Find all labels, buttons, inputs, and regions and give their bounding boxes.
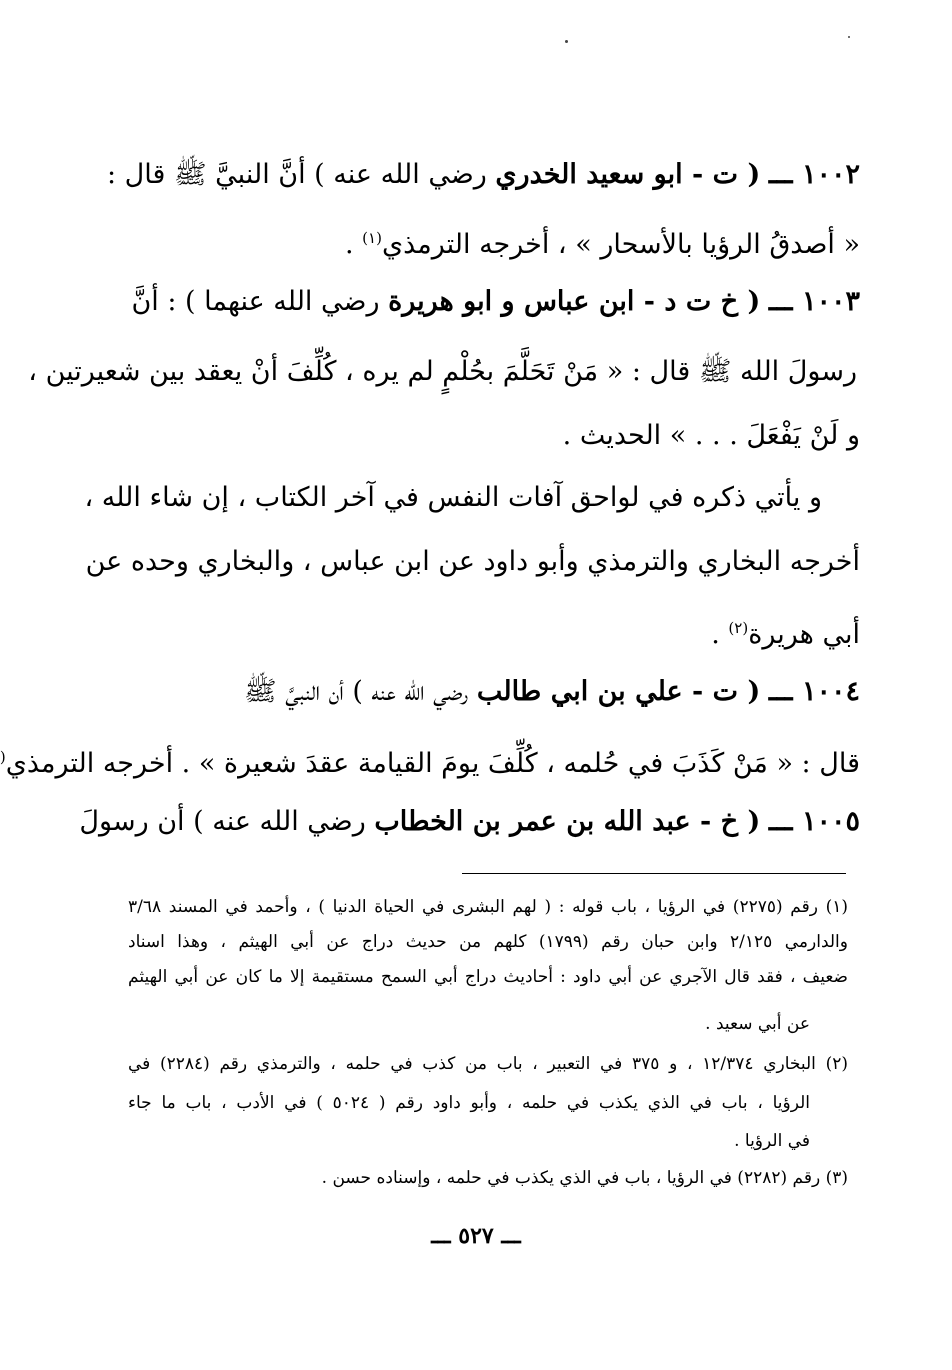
hadith-narrator: ( ت - ابو سعيد الخدري [495, 159, 761, 190]
hadith-1002-text [128, 218, 860, 265]
hadith-text: قال : « مَنْ كَذَبَ في حُلمه ، كُلِّفَ يومَ القيامة عقدَ شعيرة » . أخرجه الترمذي [5, 748, 860, 779]
hadith-1002-heading [106, 155, 860, 195]
footnote-1-line: ضعيف ، فقد قال الآجري عن أبي داود : أحاديث دراج أبي السمح مستقيمة إلا ما كان عن أبي الهيثم [128, 967, 848, 987]
page-number: ـــ ٥٢٧ ـــ [431, 1223, 521, 1249]
footnote-ref: (٢) [728, 619, 749, 637]
sentence-end: . [345, 229, 363, 260]
footnote-1-line: عن أبي سعيد . [705, 1014, 810, 1034]
hadith-text: رضي الله عنه ) أن رسولَ [79, 806, 366, 837]
hadith-1003-text: رسولَ الله ﷺ قال : « مَنْ تَحَلَّمَ بحُلْمٍ لم يره ، كُلِّفَ أنْ يعقد بين شعيرتين ، [28, 356, 857, 387]
hadith-1005-heading [79, 802, 860, 842]
hadith-1003-heading [128, 282, 860, 322]
hadith-number: ١٠٠٤ ـــ [768, 676, 860, 707]
commentary-text: أبي هريرة [748, 619, 860, 650]
footnote-2-line: (٢) البخاري ١٢/٣٧٤ ، و ٣٧٥ في التعبير ، باب من كذب في حلمه ، والترمذي رقم (٢٢٨٤) في [128, 1054, 848, 1074]
hadith-number: ١٠٠٢ ـــ [768, 159, 860, 190]
footnote-1-line: (١) رقم (٢٢٧٥) في الرؤيا ، باب قوله : ( لهم البشرى في الحياة الدنيا ) ، وأحمد في المسند ٣/٦٨ [128, 897, 848, 917]
sentence-end: . [711, 619, 729, 650]
scan-speck [848, 36, 850, 38]
scan-speck [565, 40, 568, 43]
commentary-line [128, 608, 860, 655]
footnote-ref: ( [0, 748, 6, 766]
hadith-1004-text [0, 737, 860, 784]
hadith-number: ١٠٠٣ ـــ [768, 286, 860, 317]
hadith-text: رضي الله عنه ) أن النبيَّ ﷺ [244, 676, 469, 707]
footnote-2-line: في الرؤيا . [734, 1131, 810, 1151]
footnote-2-line: الرؤيا ، باب في الذي يكذب في حلمه ، وأبو داود رقم ( ٥٠٢٤ ) في الأدب ، باب ما جاء [128, 1093, 810, 1113]
hadith-narrator: ( ت - علي بن ابي طالب [476, 676, 761, 707]
commentary-line: أخرجه البخاري والترمذي وأبو داود عن ابن عباس ، والبخاري وحده عن [85, 546, 860, 577]
footnote-ref: (١) [362, 229, 382, 247]
hadith-text: رضي الله عنهما ) : أنَّ [131, 286, 380, 317]
footnote-1-line: والدارمي ٢/١٢٥ وابن حبان رقم (١٧٩٩) كلهم من حديث دراج عن أبي الهيثم ، وهذا اسناد [128, 932, 848, 952]
footnote-divider [462, 873, 846, 874]
footnote-3-line: (٣) رقم (٢٢٨٢) في الرؤيا ، باب في الذي يكذب في حلمه ، وإسناده حسن . [321, 1168, 848, 1188]
hadith-1004-heading [128, 672, 860, 712]
commentary-line: و يأتي ذكره في لواحق آفات النفس في آخر الكتاب ، إن شاء الله ، [84, 482, 822, 513]
hadith-number: ١٠٠٥ ـــ [768, 806, 860, 837]
hadith-narrator: ( خ ت د - ابن عباس و ابو هريرة [388, 286, 761, 317]
hadith-text: رضي الله عنه ) أنَّ النبيَّ ﷺ قال : [106, 159, 487, 190]
hadith-text: « أصدقُ الرؤيا بالأسحار » ، أخرجه الترمذي [381, 229, 860, 260]
hadith-narrator: ( خ - عبد الله بن عمر بن الخطاب [374, 806, 761, 837]
hadith-1003-text: و لَنْ يَفْعَلَ . . . » الحديث . [562, 420, 860, 451]
